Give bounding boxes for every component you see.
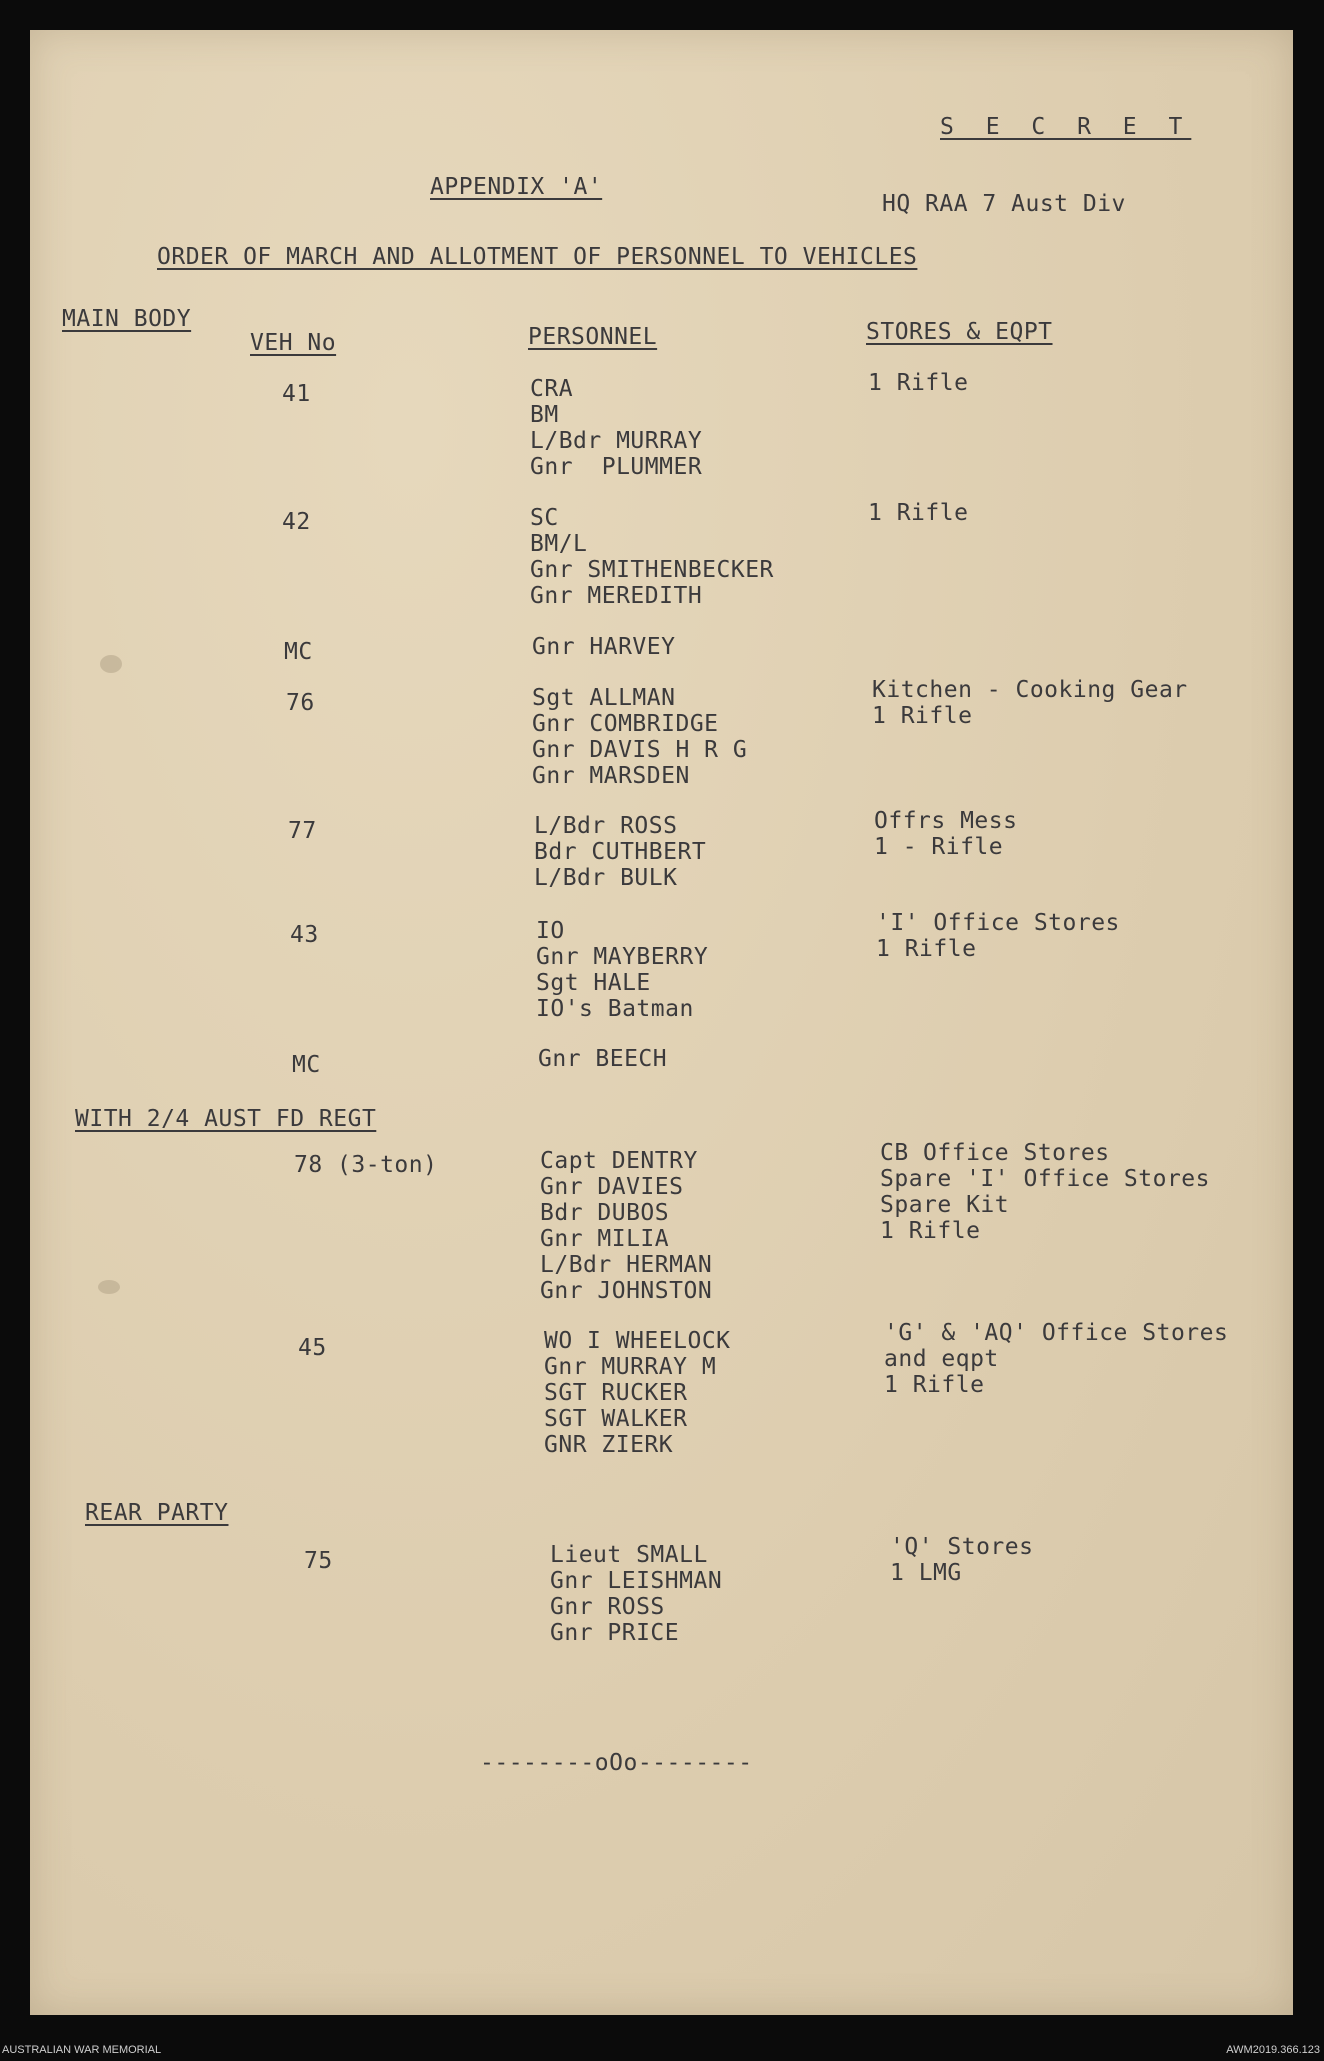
- personnel-entry: Capt DENTRY: [540, 1148, 698, 1174]
- personnel-entry: L/Bdr HERMAN: [540, 1252, 713, 1278]
- personnel-entry: Gnr MURRAY M: [544, 1354, 717, 1380]
- section-rear-party: REAR PARTY: [85, 1500, 229, 1526]
- stores-entry: 1 Rifle: [872, 703, 973, 729]
- column-header-personnel: PERSONNEL: [528, 324, 658, 350]
- stores-list: [884, 1320, 1228, 1398]
- personnel-list: [538, 1046, 667, 1072]
- classification-label: S E C R E T: [940, 114, 1192, 140]
- personnel-entry: L/Bdr MURRAY: [530, 428, 703, 454]
- personnel-entry: Sgt HALE: [536, 970, 651, 996]
- personnel-entry: Bdr CUTHBERT: [534, 839, 707, 865]
- personnel-entry: Bdr DUBOS: [540, 1200, 670, 1226]
- personnel-entry: BM: [530, 402, 559, 428]
- vehicle-number: 42: [282, 509, 311, 535]
- personnel-list: [534, 813, 706, 891]
- column-header-stores: STORES & EQPT: [866, 319, 1053, 345]
- main-title: ORDER OF MARCH AND ALLOTMENT OF PERSONNEL TO VEHICLES: [157, 244, 918, 270]
- stores-entry: 1 - Rifle: [874, 834, 1004, 860]
- personnel-entry: Gnr JOHNSTON: [540, 1278, 713, 1304]
- personnel-entry: Gnr LEISHMAN: [550, 1568, 723, 1594]
- personnel-entry: BM/L: [530, 531, 588, 557]
- personnel-list: [530, 505, 774, 609]
- personnel-list: [540, 1148, 712, 1304]
- personnel-entry: Gnr MARSDEN: [532, 763, 690, 789]
- vehicle-number: 41: [282, 381, 311, 407]
- vehicle-number: MC: [292, 1052, 321, 1078]
- personnel-entry: GNR ZIERK: [544, 1432, 674, 1458]
- stores-list: [880, 1140, 1210, 1244]
- personnel-list: [532, 634, 675, 660]
- personnel-entry: SGT RUCKER: [544, 1380, 688, 1406]
- stores-entry: 'G' & 'AQ' Office Stores: [884, 1320, 1229, 1346]
- stores-entry: 'I' Office Stores: [876, 910, 1120, 936]
- vehicle-number: 75: [304, 1548, 333, 1574]
- stores-entry: Offrs Mess: [874, 808, 1018, 834]
- vehicle-number: 76: [286, 690, 315, 716]
- stores-entry: CB Office Stores: [880, 1140, 1110, 1166]
- personnel-list: [536, 918, 708, 1022]
- stores-entry: Kitchen - Cooking Gear: [872, 677, 1188, 703]
- stores-entry: and eqpt: [884, 1346, 999, 1372]
- personnel-list: [550, 1542, 722, 1646]
- personnel-entry: Gnr ROSS: [550, 1594, 665, 1620]
- personnel-entry: Lieut SMALL: [550, 1542, 708, 1568]
- appendix-title: APPENDIX 'A': [430, 174, 603, 200]
- document-page: [30, 30, 1293, 2015]
- stores-entry: 1 Rifle: [868, 370, 969, 396]
- stores-entry: 1 Rifle: [880, 1218, 981, 1244]
- vehicle-number: 45: [298, 1335, 327, 1361]
- personnel-entry: IO's Batman: [536, 996, 694, 1022]
- personnel-entry: Sgt ALLMAN: [532, 685, 676, 711]
- personnel-entry: IO: [536, 918, 565, 944]
- footer-archive-name: AUSTRALIAN WAR MEMORIAL: [2, 2044, 162, 2056]
- personnel-entry: Gnr HARVEY: [532, 634, 676, 660]
- vehicle-number: 77: [288, 818, 317, 844]
- stores-entry: 'Q' Stores: [890, 1534, 1034, 1560]
- personnel-entry: Gnr DAVIES: [540, 1174, 684, 1200]
- personnel-entry: Gnr MEREDITH: [530, 583, 703, 609]
- paper-blemish: [100, 655, 122, 673]
- vehicle-number: 78 (3-ton): [294, 1152, 438, 1178]
- personnel-list: [544, 1328, 731, 1458]
- stores-list: [890, 1534, 1033, 1586]
- stores-entry: Spare 'I' Office Stores: [880, 1166, 1210, 1192]
- stores-entry: Spare Kit: [880, 1192, 1010, 1218]
- headquarters-label: HQ RAA 7 Aust Div: [882, 191, 1126, 217]
- vehicle-number: 43: [290, 922, 319, 948]
- section-main-body: MAIN BODY: [62, 306, 192, 332]
- personnel-entry: WO I WHEELOCK: [544, 1328, 731, 1354]
- personnel-entry: Gnr SMITHENBECKER: [530, 557, 774, 583]
- stores-entry: 1 Rifle: [876, 936, 977, 962]
- personnel-entry: Gnr BEECH: [538, 1046, 668, 1072]
- personnel-entry: CRA: [530, 376, 574, 402]
- section-with-regt: WITH 2/4 AUST FD REGT: [75, 1106, 377, 1132]
- personnel-entry: L/Bdr ROSS: [534, 813, 678, 839]
- personnel-list: [532, 685, 747, 789]
- end-of-document-mark: --------oOo--------: [480, 1750, 753, 1776]
- personnel-entry: L/Bdr BULK: [534, 865, 678, 891]
- personnel-entry: SC: [530, 505, 559, 531]
- personnel-list: [530, 376, 702, 480]
- personnel-entry: Gnr PRICE: [550, 1620, 680, 1646]
- stores-list: [876, 910, 1120, 962]
- column-header-veh-no: VEH No: [250, 330, 337, 356]
- paper-blemish: [98, 1280, 120, 1294]
- personnel-entry: SGT WALKER: [544, 1406, 688, 1432]
- personnel-entry: Gnr PLUMMER: [530, 454, 703, 480]
- personnel-entry: Gnr DAVIS H R G: [532, 737, 748, 763]
- stores-list: [868, 370, 968, 396]
- stores-entry: 1 Rifle: [884, 1372, 985, 1398]
- stores-entry: 1 LMG: [890, 1560, 962, 1586]
- personnel-entry: Gnr COMBRIDGE: [532, 711, 719, 737]
- personnel-entry: Gnr MAYBERRY: [536, 944, 709, 970]
- personnel-entry: Gnr MILIA: [540, 1226, 670, 1252]
- stores-list: [874, 808, 1017, 860]
- stores-list: [868, 500, 968, 526]
- stores-entry: 1 Rifle: [868, 500, 969, 526]
- vehicle-number: MC: [284, 639, 313, 665]
- footer-accession-number: AWM2019.366.123: [1226, 2044, 1320, 2056]
- stores-list: [872, 677, 1188, 729]
